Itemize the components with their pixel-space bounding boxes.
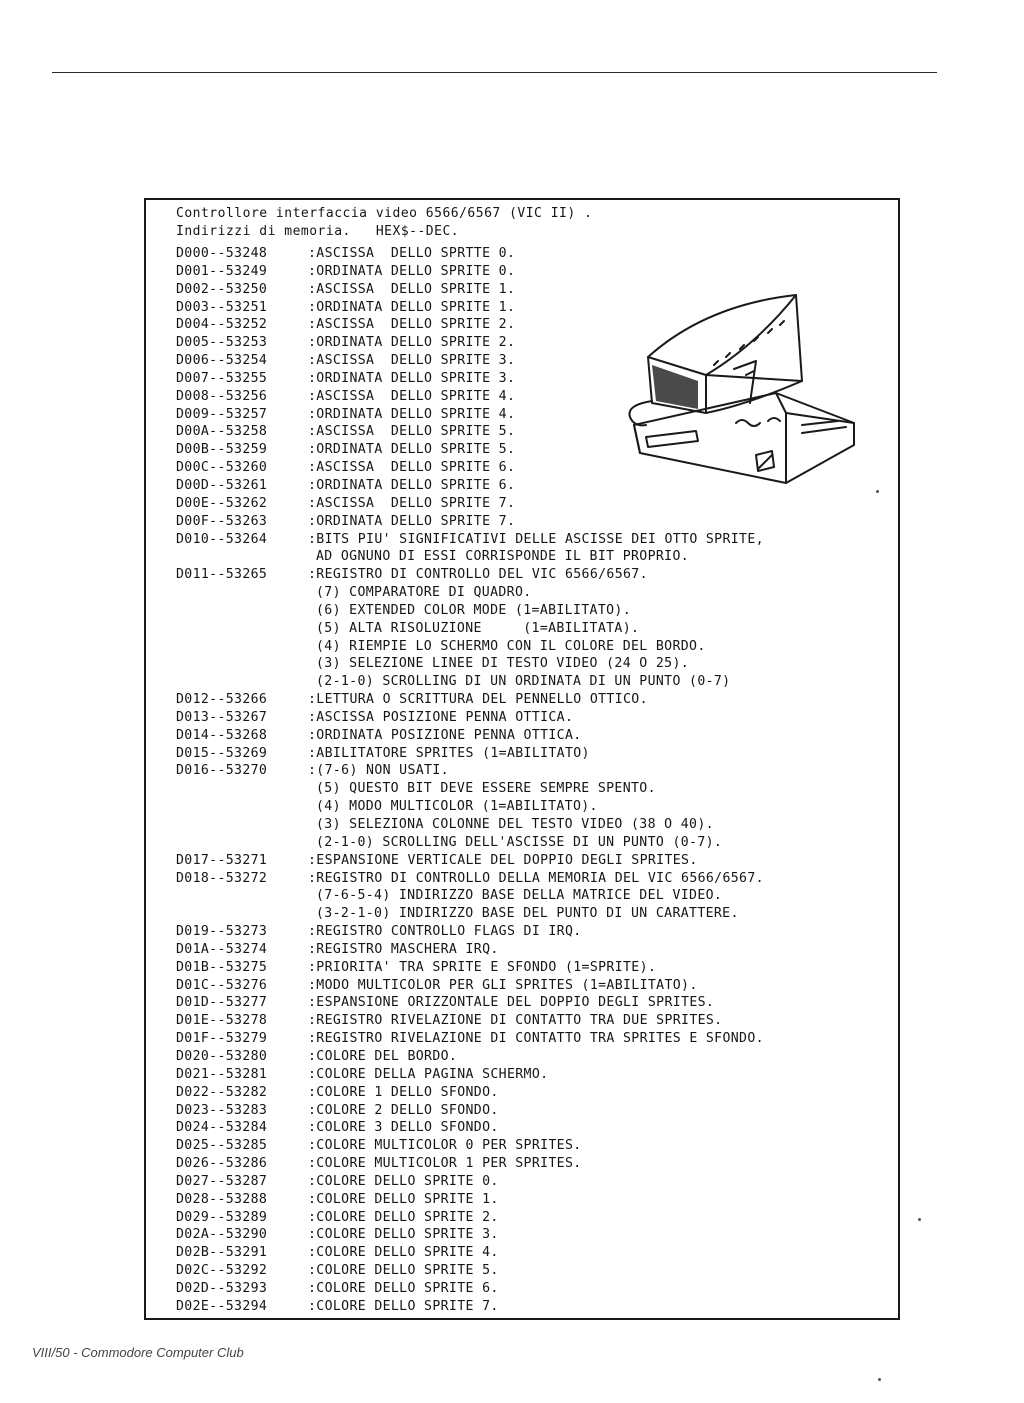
register-address: D00E--53262: [176, 495, 268, 511]
register-description: :REGISTRO RIVELAZIONE DI CONTATTO TRA DUE SPRITES.: [308, 1013, 723, 1029]
register-description: :PRIORITA' TRA SPRITE E SFONDO (1=SPRITE).: [308, 959, 657, 975]
register-description: :COLORE MULTICOLOR 0 PER SPRITES.: [308, 1138, 582, 1154]
register-row: [176, 1209, 764, 1227]
register-description: :ORDINATA DELLO SPRITE 3.: [308, 370, 516, 386]
register-description: :COLORE DELLA PAGINA SCHERMO.: [308, 1066, 549, 1082]
register-description: (3) SELEZIONA COLONNE DEL TESTO VIDEO (38 O 40).: [316, 817, 714, 832]
register-row: [176, 1048, 764, 1066]
register-address: D002--53250: [176, 281, 268, 297]
register-address: D02E--53294: [176, 1298, 268, 1314]
register-note: [176, 905, 764, 923]
register-description: :REGISTRO DI CONTROLLO DELLA MEMORIA DEL VIC 6566/6567.: [308, 870, 764, 886]
register-row: [176, 1066, 764, 1084]
register-address: D020--53280: [176, 1048, 268, 1064]
register-row: [176, 727, 764, 745]
register-description: :COLORE DELLO SPRITE 3.: [308, 1227, 499, 1243]
register-description: :ORDINATA DELLO SPRITE 2.: [308, 335, 516, 351]
register-description: :COLORE DELLO SPRITE 1.: [308, 1191, 499, 1207]
register-address: D005--53253: [176, 335, 268, 351]
register-description: :ORDINATA DELLO SPRITE 1.: [308, 299, 516, 315]
register-note: [176, 887, 764, 905]
register-description: :ORDINATA DELLO SPRITE 4.: [308, 406, 516, 422]
register-description: :ASCISSA DELLO SPRITE 2.: [308, 317, 516, 333]
register-description: :REGISTRO RIVELAZIONE DI CONTATTO TRA SPRITES E SFONDO.: [308, 1031, 764, 1047]
register-description: (2-1-0) SCROLLING DELL'ASCISSE DI UN PUNTO (0-7).: [316, 834, 723, 850]
register-note: [176, 834, 764, 852]
register-note: [176, 638, 764, 656]
listing-title: Controllore interfaccia video 6566/6567 (VIC II) .: [176, 206, 593, 221]
register-row: [176, 959, 764, 977]
print-speck: [878, 1378, 881, 1381]
register-note: [176, 602, 764, 620]
register-description: (4) RIEMPIE LO SCHERMO CON IL COLORE DEL BORDO.: [316, 638, 706, 654]
register-row: [176, 1155, 764, 1173]
register-row: [176, 1226, 764, 1244]
register-address: D025--53285: [176, 1138, 268, 1154]
register-address: D01D--53277: [176, 995, 268, 1011]
register-row: [176, 1012, 764, 1030]
register-row: [176, 566, 764, 584]
register-address: D022--53282: [176, 1084, 268, 1100]
register-address: D003--53251: [176, 299, 268, 315]
register-row: [176, 1262, 764, 1280]
register-address: D00B--53259: [176, 442, 268, 458]
register-address: D01B--53275: [176, 959, 268, 975]
top-rule: [52, 72, 937, 73]
register-description: :COLORE 3 DELLO SFONDO.: [308, 1120, 499, 1136]
register-row: [176, 1191, 764, 1209]
register-description: (5) QUESTO BIT DEVE ESSERE SEMPRE SPENTO.: [316, 781, 656, 797]
register-description: :MODO MULTICOLOR PER GLI SPRITES (1=ABILITATO).: [308, 977, 698, 993]
computer-monitor-icon: [606, 285, 866, 490]
register-note: [176, 816, 764, 834]
register-description: (3) SELEZIONE LINEE DI TESTO VIDEO (24 O 25).: [316, 656, 690, 672]
register-address: D017--53271: [176, 852, 268, 868]
register-description: :ESPANSIONE ORIZZONTALE DEL DOPPIO DEGLI SPRITES.: [308, 995, 715, 1011]
register-address: D010--53264: [176, 531, 268, 547]
listing-subtitle: Indirizzi di memoria. HEX$--DEC.: [176, 224, 460, 239]
register-row: [176, 691, 764, 709]
register-description: :LETTURA O SCRITTURA DEL PENNELLO OTTICO.: [308, 692, 648, 708]
register-description: :(7-6) NON USATI.: [308, 763, 449, 779]
register-description: :COLORE DELLO SPRITE 0.: [308, 1173, 499, 1189]
register-description: :ASCISSA DELLO SPRITE 6.: [308, 460, 516, 476]
register-address: D009--53257: [176, 406, 268, 422]
register-note: [176, 673, 764, 691]
register-description: (6) EXTENDED COLOR MODE (1=ABILITATO).: [316, 602, 632, 618]
register-row: [176, 923, 764, 941]
register-address: D01F--53279: [176, 1031, 268, 1047]
register-description: :ORDINATA POSIZIONE PENNA OTTICA.: [308, 727, 582, 743]
register-description: AD OGNUNO DI ESSI CORRISPONDE IL BIT PROPRIO.: [316, 549, 690, 565]
register-description: :COLORE DELLO SPRITE 4.: [308, 1245, 499, 1261]
register-description: (5) ALTA RISOLUZIONE (1=ABILITATA).: [316, 620, 640, 636]
register-address: D00D--53261: [176, 477, 268, 493]
register-note: [176, 620, 764, 638]
register-row: [176, 745, 764, 763]
register-description: :COLORE DEL BORDO.: [308, 1048, 458, 1064]
register-description: :ASCISSA DELLO SPRITE 1.: [308, 281, 516, 297]
register-row: [176, 870, 764, 888]
register-address: D02D--53293: [176, 1280, 268, 1296]
register-address: D00F--53263: [176, 513, 268, 529]
register-row: [176, 709, 764, 727]
register-description: :ASCISSA DELLO SPRITE 5.: [308, 424, 516, 440]
register-address: D023--53283: [176, 1102, 268, 1118]
page-footer: VIII/50 - Commodore Computer Club: [32, 1345, 244, 1360]
register-address: D02A--53290: [176, 1227, 268, 1243]
register-row: [176, 762, 764, 780]
register-row: [176, 531, 764, 549]
print-speck: [918, 1218, 921, 1221]
register-address: D004--53252: [176, 317, 268, 333]
register-row: [176, 852, 764, 870]
register-row: [176, 977, 764, 995]
register-row: [176, 1280, 764, 1298]
register-row: [176, 245, 764, 263]
register-address: D016--53270: [176, 763, 268, 779]
register-address: D027--53287: [176, 1173, 268, 1189]
register-address: D007--53255: [176, 370, 268, 386]
register-row: [176, 263, 764, 281]
register-row: [176, 1084, 764, 1102]
register-address: D000--53248: [176, 246, 268, 261]
register-description: (4) MODO MULTICOLOR (1=ABILITATO).: [316, 799, 598, 815]
register-description: (7-6-5-4) INDIRIZZO BASE DELLA MATRICE DEL VIDEO.: [316, 888, 723, 904]
register-description: :ASCISSA DELLO SPRITE 4.: [308, 388, 516, 404]
register-description: :COLORE MULTICOLOR 1 PER SPRITES.: [308, 1156, 582, 1172]
register-description: :ASCISSA DELLO SPRTTE 0.: [308, 246, 516, 261]
register-description: (7) COMPARATORE DI QUADRO.: [316, 585, 532, 601]
register-row: [176, 1030, 764, 1048]
register-note: [176, 584, 764, 602]
register-description: :BITS PIU' SIGNIFICATIVI DELLE ASCISSE DEI OTTO SPRITE,: [308, 531, 764, 547]
register-address: D01A--53274: [176, 941, 268, 957]
register-description: :ASCISSA DELLO SPRITE 7.: [308, 495, 516, 511]
register-address: D019--53273: [176, 924, 268, 940]
register-address: D015--53269: [176, 745, 268, 761]
register-description: :COLORE DELLO SPRITE 5.: [308, 1263, 499, 1279]
register-address: D013--53267: [176, 709, 268, 725]
register-address: D01E--53278: [176, 1013, 268, 1029]
register-address: D024--53284: [176, 1120, 268, 1136]
register-address: D021--53281: [176, 1066, 268, 1082]
register-address: D02C--53292: [176, 1263, 268, 1279]
register-description: :ORDINATA DELLO SPRITE 7.: [308, 513, 516, 529]
register-row: [176, 994, 764, 1012]
register-description: :REGISTRO DI CONTROLLO DEL VIC 6566/6567.: [308, 567, 648, 583]
register-row: [176, 1137, 764, 1155]
register-row: [176, 513, 764, 531]
register-description: (3-2-1-0) INDIRIZZO BASE DEL PUNTO DI UN CARATTERE.: [316, 906, 739, 922]
register-address: D00A--53258: [176, 424, 268, 440]
register-description: (2-1-0) SCROLLING DI UN ORDINATA DI UN PUNTO (0-7): [316, 674, 731, 690]
register-address: D011--53265: [176, 567, 268, 583]
register-row: [176, 1298, 764, 1316]
register-address: D012--53266: [176, 692, 268, 708]
register-description: :ASCISSA DELLO SPRITE 3.: [308, 353, 516, 369]
register-address: D01C--53276: [176, 977, 268, 993]
print-speck: [876, 490, 879, 493]
register-note: [176, 548, 764, 566]
register-address: D026--53286: [176, 1156, 268, 1172]
register-description: :ORDINATA DELLO SPRITE 6.: [308, 477, 516, 493]
register-address: D008--53256: [176, 388, 268, 404]
register-note: [176, 655, 764, 673]
register-description: :ORDINATA DELLO SPRITE 0.: [308, 263, 516, 279]
register-address: D029--53289: [176, 1209, 268, 1225]
register-description: :ABILITATORE SPRITES (1=ABILITATO): [308, 745, 590, 761]
register-address: D028--53288: [176, 1191, 268, 1207]
register-description: :ORDINATA DELLO SPRITE 5.: [308, 442, 516, 458]
register-address: D001--53249: [176, 263, 268, 279]
register-address: D014--53268: [176, 727, 268, 743]
register-description: :REGISTRO CONTROLLO FLAGS DI IRQ.: [308, 924, 582, 940]
register-address: D006--53254: [176, 353, 268, 369]
register-address: D018--53272: [176, 870, 268, 886]
register-description: :COLORE 1 DELLO SFONDO.: [308, 1084, 499, 1100]
register-note: [176, 780, 764, 798]
register-description: :ASCISSA POSIZIONE PENNA OTTICA.: [308, 709, 574, 725]
register-description: :COLORE DELLO SPRITE 7.: [308, 1298, 499, 1314]
register-row: [176, 1244, 764, 1262]
register-description: :ESPANSIONE VERTICALE DEL DOPPIO DEGLI SPRITES.: [308, 852, 698, 868]
register-description: :REGISTRO MASCHERA IRQ.: [308, 941, 499, 957]
register-row: [176, 1119, 764, 1137]
register-row: [176, 1173, 764, 1191]
register-description: :COLORE 2 DELLO SFONDO.: [308, 1102, 499, 1118]
register-address: D00C--53260: [176, 460, 268, 476]
register-row: [176, 1102, 764, 1120]
register-description: :COLORE DELLO SPRITE 6.: [308, 1280, 499, 1296]
register-description: :COLORE DELLO SPRITE 2.: [308, 1209, 499, 1225]
register-row: [176, 495, 764, 513]
register-address: D02B--53291: [176, 1245, 268, 1261]
register-note: [176, 798, 764, 816]
register-row: [176, 941, 764, 959]
